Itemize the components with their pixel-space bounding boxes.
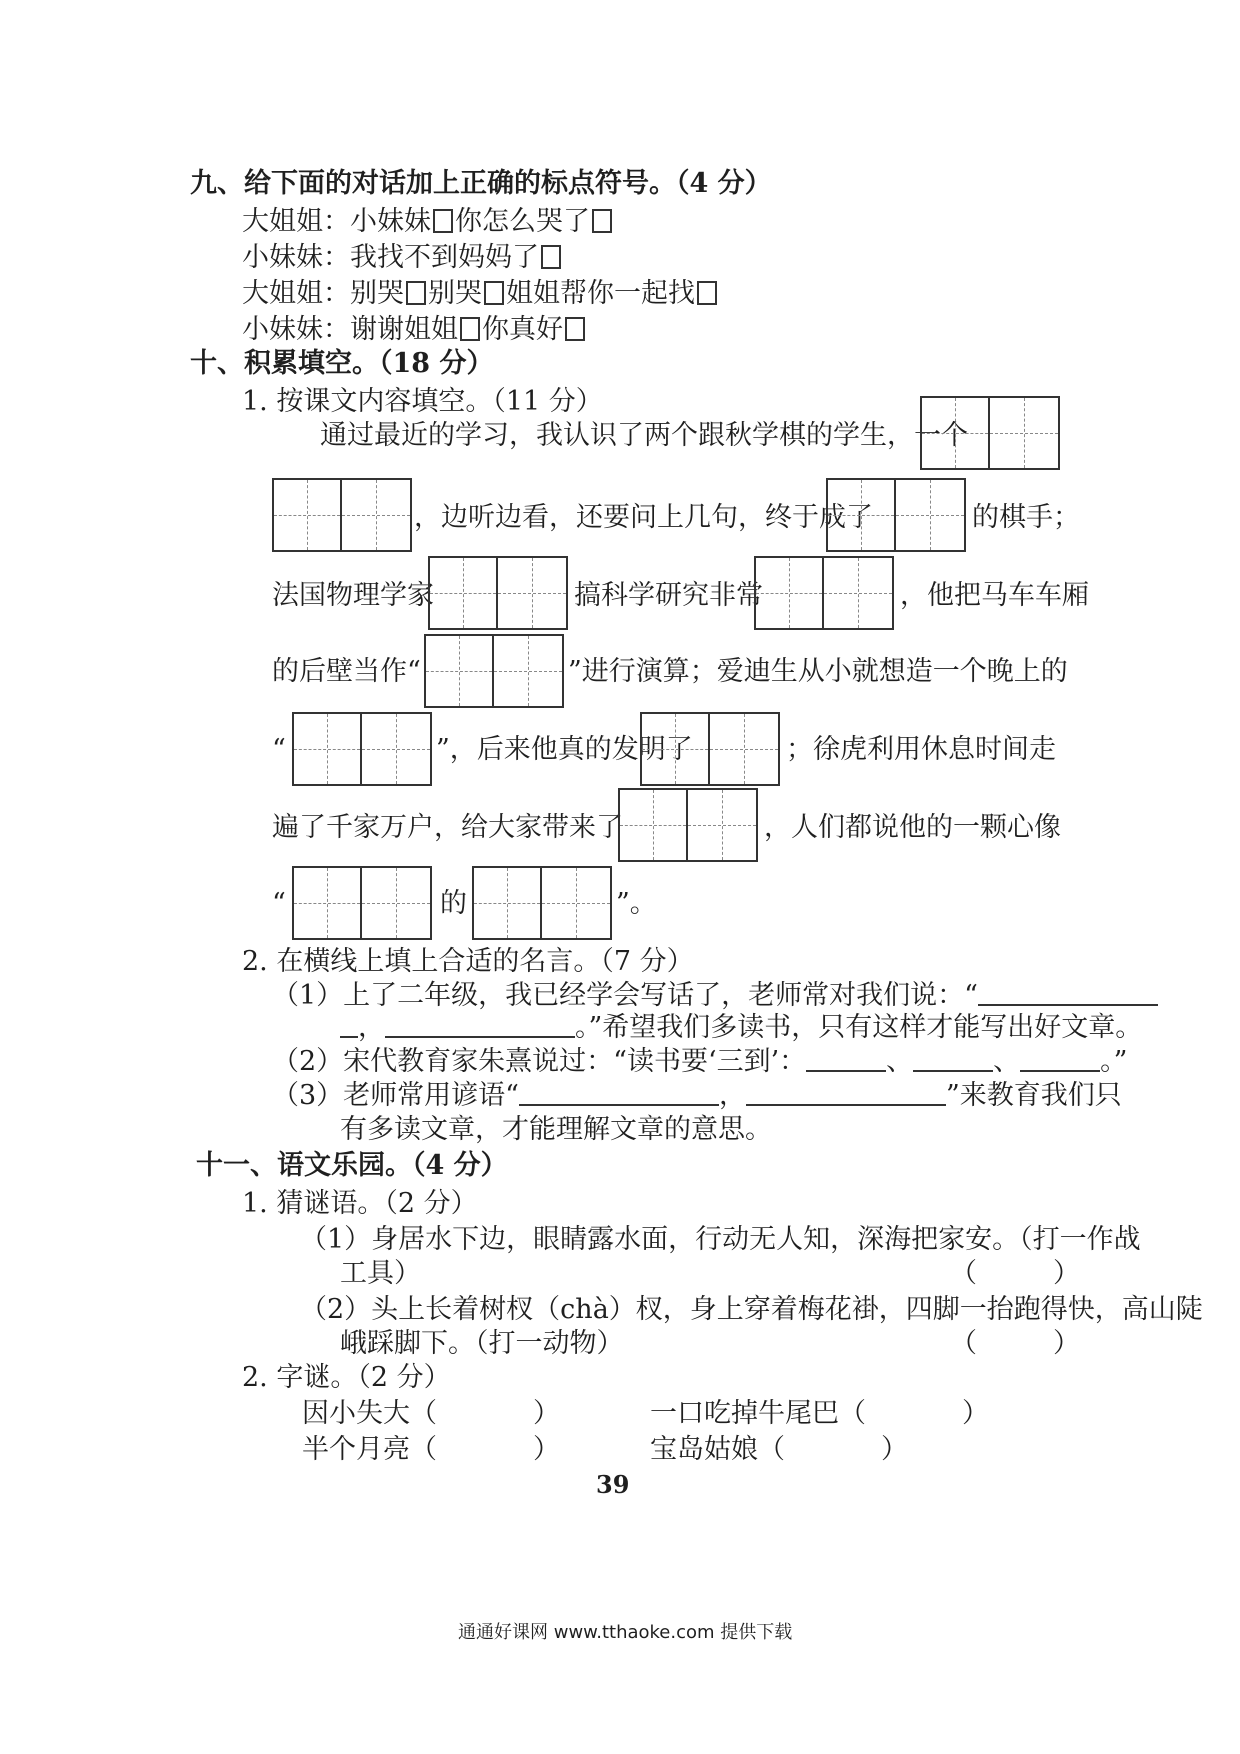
paren: ） [533, 1434, 560, 1465]
paren: ） [533, 1398, 560, 1429]
fill-text: ，他把马车车厢 [900, 580, 1089, 611]
fill-text: “ [272, 888, 286, 919]
quote-text: ， [358, 1012, 385, 1043]
quote-item-3-line-2: 有多读文章，才能理解文章的意思。 [340, 1114, 772, 1145]
quote-text: （2）宋代教育家朱熹说过：“读书要‘三到’： [272, 1046, 807, 1077]
paren: ） [1053, 1258, 1080, 1289]
section-9-title: 九、给下面的对话加上正确的标点符号。（4 分） [190, 168, 772, 199]
footer-credit: 通通好课网 www.tthaoke.com 提供下载 [458, 1622, 793, 1643]
char-riddle-4 [650, 1432, 908, 1468]
char-grid[interactable] [472, 866, 612, 940]
quote-item-1-line-2 [340, 1010, 1142, 1046]
punctuation-box[interactable] [565, 317, 585, 341]
riddle-1-line-1: （1）身居水下边，眼睛露水面，行动无人知，深海把家安。（打一作战 [300, 1224, 1141, 1255]
answer-blank[interactable] [385, 1012, 575, 1038]
fill-text: ”。 [616, 888, 657, 919]
fill-text: 搞科学研究非常 [574, 580, 763, 611]
char-grid[interactable] [292, 866, 432, 940]
question-11-1-title: 1. 猜谜语。（2 分） [242, 1188, 478, 1219]
fill-text: ，边听边看，还要问上几句，终于成了 [414, 502, 873, 533]
char-grid[interactable] [272, 478, 412, 552]
section-10-title: 十、积累填空。（18 分） [190, 348, 494, 379]
dialogue-text: 姐姐帮你一起找 [506, 278, 695, 309]
quote-item-2 [272, 1044, 1127, 1080]
char-grid[interactable] [428, 556, 568, 630]
paren: （ [410, 1398, 437, 1429]
quote-text: 。” [1100, 1046, 1128, 1077]
question-10-2-title: 2. 在横线上填上合适的名言。（7 分） [242, 946, 694, 977]
char-grid[interactable] [754, 556, 894, 630]
paren: （ [950, 1258, 977, 1289]
fill-text: ”，后来他真的发明了 [436, 734, 693, 765]
quote-text: （3）老师常用谚语“ [272, 1080, 519, 1111]
question-11-2-title: 2. 字谜。（2 分） [242, 1362, 451, 1393]
char-grid[interactable] [292, 712, 432, 786]
quote-text: 。”希望我们多读书，只有这样才能写出好文章。 [575, 1012, 1143, 1043]
question-10-1-title: 1. 按课文内容填空。（11 分） [242, 386, 603, 417]
quote-item-3-line-1 [272, 1078, 1122, 1114]
char-riddle-text: 一口吃掉牛尾巴 [650, 1398, 839, 1429]
paren: （ [758, 1434, 785, 1465]
answer-blank[interactable] [806, 1046, 886, 1072]
answer-blank[interactable] [978, 980, 1158, 1006]
char-grid[interactable] [618, 788, 758, 862]
dialogue-text: 大姐姐：小妹妹 [242, 206, 431, 237]
quote-text: 、 [993, 1046, 1021, 1077]
char-grid[interactable] [640, 712, 780, 786]
page-number: 39 [596, 1470, 630, 1499]
dialogue-text: 你真好 [482, 314, 563, 345]
riddle-2-line-1: （2）头上长着树杈（chà）杈，身上穿着梅花褂，四脚一抬跑得快，高山陡 [300, 1294, 1203, 1325]
paren: ） [1053, 1328, 1080, 1359]
fill-text: ；徐虎利用休息时间走 [786, 734, 1056, 765]
char-riddle-text: 因小失大 [302, 1398, 410, 1429]
dialogue-line-1 [242, 204, 614, 240]
fill-text: 通过最近的学习，我认识了两个跟秋学棋的学生，一个 [320, 420, 968, 451]
char-riddle-text: 半个月亮 [302, 1434, 410, 1465]
punctuation-box[interactable] [406, 281, 426, 305]
paren: ） [881, 1434, 908, 1465]
dialogue-text: 小妹妹：我找不到妈妈了 [242, 242, 539, 273]
punctuation-box[interactable] [484, 281, 504, 305]
fill-text: 的棋手； [972, 502, 1080, 533]
char-grid[interactable] [920, 396, 1060, 470]
punctuation-box[interactable] [697, 281, 717, 305]
answer-blank[interactable] [340, 1012, 358, 1038]
dialogue-text: 小妹妹：谢谢姐姐 [242, 314, 458, 345]
punctuation-box[interactable] [460, 317, 480, 341]
paren: （ [950, 1328, 977, 1359]
paren: ） [962, 1398, 989, 1429]
paren: （ [839, 1398, 866, 1429]
punctuation-box[interactable] [433, 209, 453, 233]
fill-text: 法国物理学家 [272, 580, 434, 611]
dialogue-text: 你怎么哭了 [455, 206, 590, 237]
section-11-title: 十一、语文乐园。（4 分） [196, 1150, 508, 1181]
char-riddle-2 [650, 1396, 989, 1432]
quote-text: ， [718, 1080, 746, 1111]
quote-text: 、 [886, 1046, 914, 1077]
riddle-2-line-2: 峨踩脚下。（打一动物） [340, 1328, 624, 1359]
answer-blank[interactable] [519, 1080, 719, 1106]
riddle-1-answer[interactable] [950, 1256, 1080, 1292]
riddle-2-answer[interactable] [950, 1326, 1080, 1362]
answer-blank[interactable] [746, 1080, 946, 1106]
quote-text: ”来教育我们只 [945, 1080, 1122, 1111]
answer-blank[interactable] [913, 1046, 993, 1072]
char-riddle-1 [302, 1396, 560, 1432]
dialogue-text: 别哭 [428, 278, 482, 309]
fill-text: ”进行演算；爱迪生从小就想造一个晚上的 [568, 656, 1068, 687]
fill-text: 的后壁当作“ [272, 656, 421, 687]
dialogue-line-2 [242, 240, 563, 276]
punctuation-box[interactable] [592, 209, 612, 233]
riddle-1-line-2: 工具） [340, 1258, 421, 1289]
char-riddle-text: 宝岛姑娘 [650, 1434, 758, 1465]
quote-item-1-line-1 [272, 978, 1158, 1014]
dialogue-line-3 [242, 276, 719, 312]
fill-text: “ [272, 734, 286, 765]
quote-text: （1）上了二年级，我已经学会写话了，老师常对我们说：“ [272, 980, 978, 1011]
fill-text: 遍了千家万户，给大家带来了 [272, 812, 623, 843]
punctuation-box[interactable] [541, 245, 561, 269]
fill-text: 的 [440, 888, 467, 919]
char-grid[interactable] [424, 634, 564, 708]
char-grid[interactable] [826, 478, 966, 552]
paren: （ [410, 1434, 437, 1465]
char-riddle-3 [302, 1432, 560, 1468]
answer-blank[interactable] [1020, 1046, 1100, 1072]
dialogue-text: 大姐姐：别哭 [242, 278, 404, 309]
fill-text: ，人们都说他的一颗心像 [764, 812, 1061, 843]
dialogue-line-4 [242, 312, 587, 348]
